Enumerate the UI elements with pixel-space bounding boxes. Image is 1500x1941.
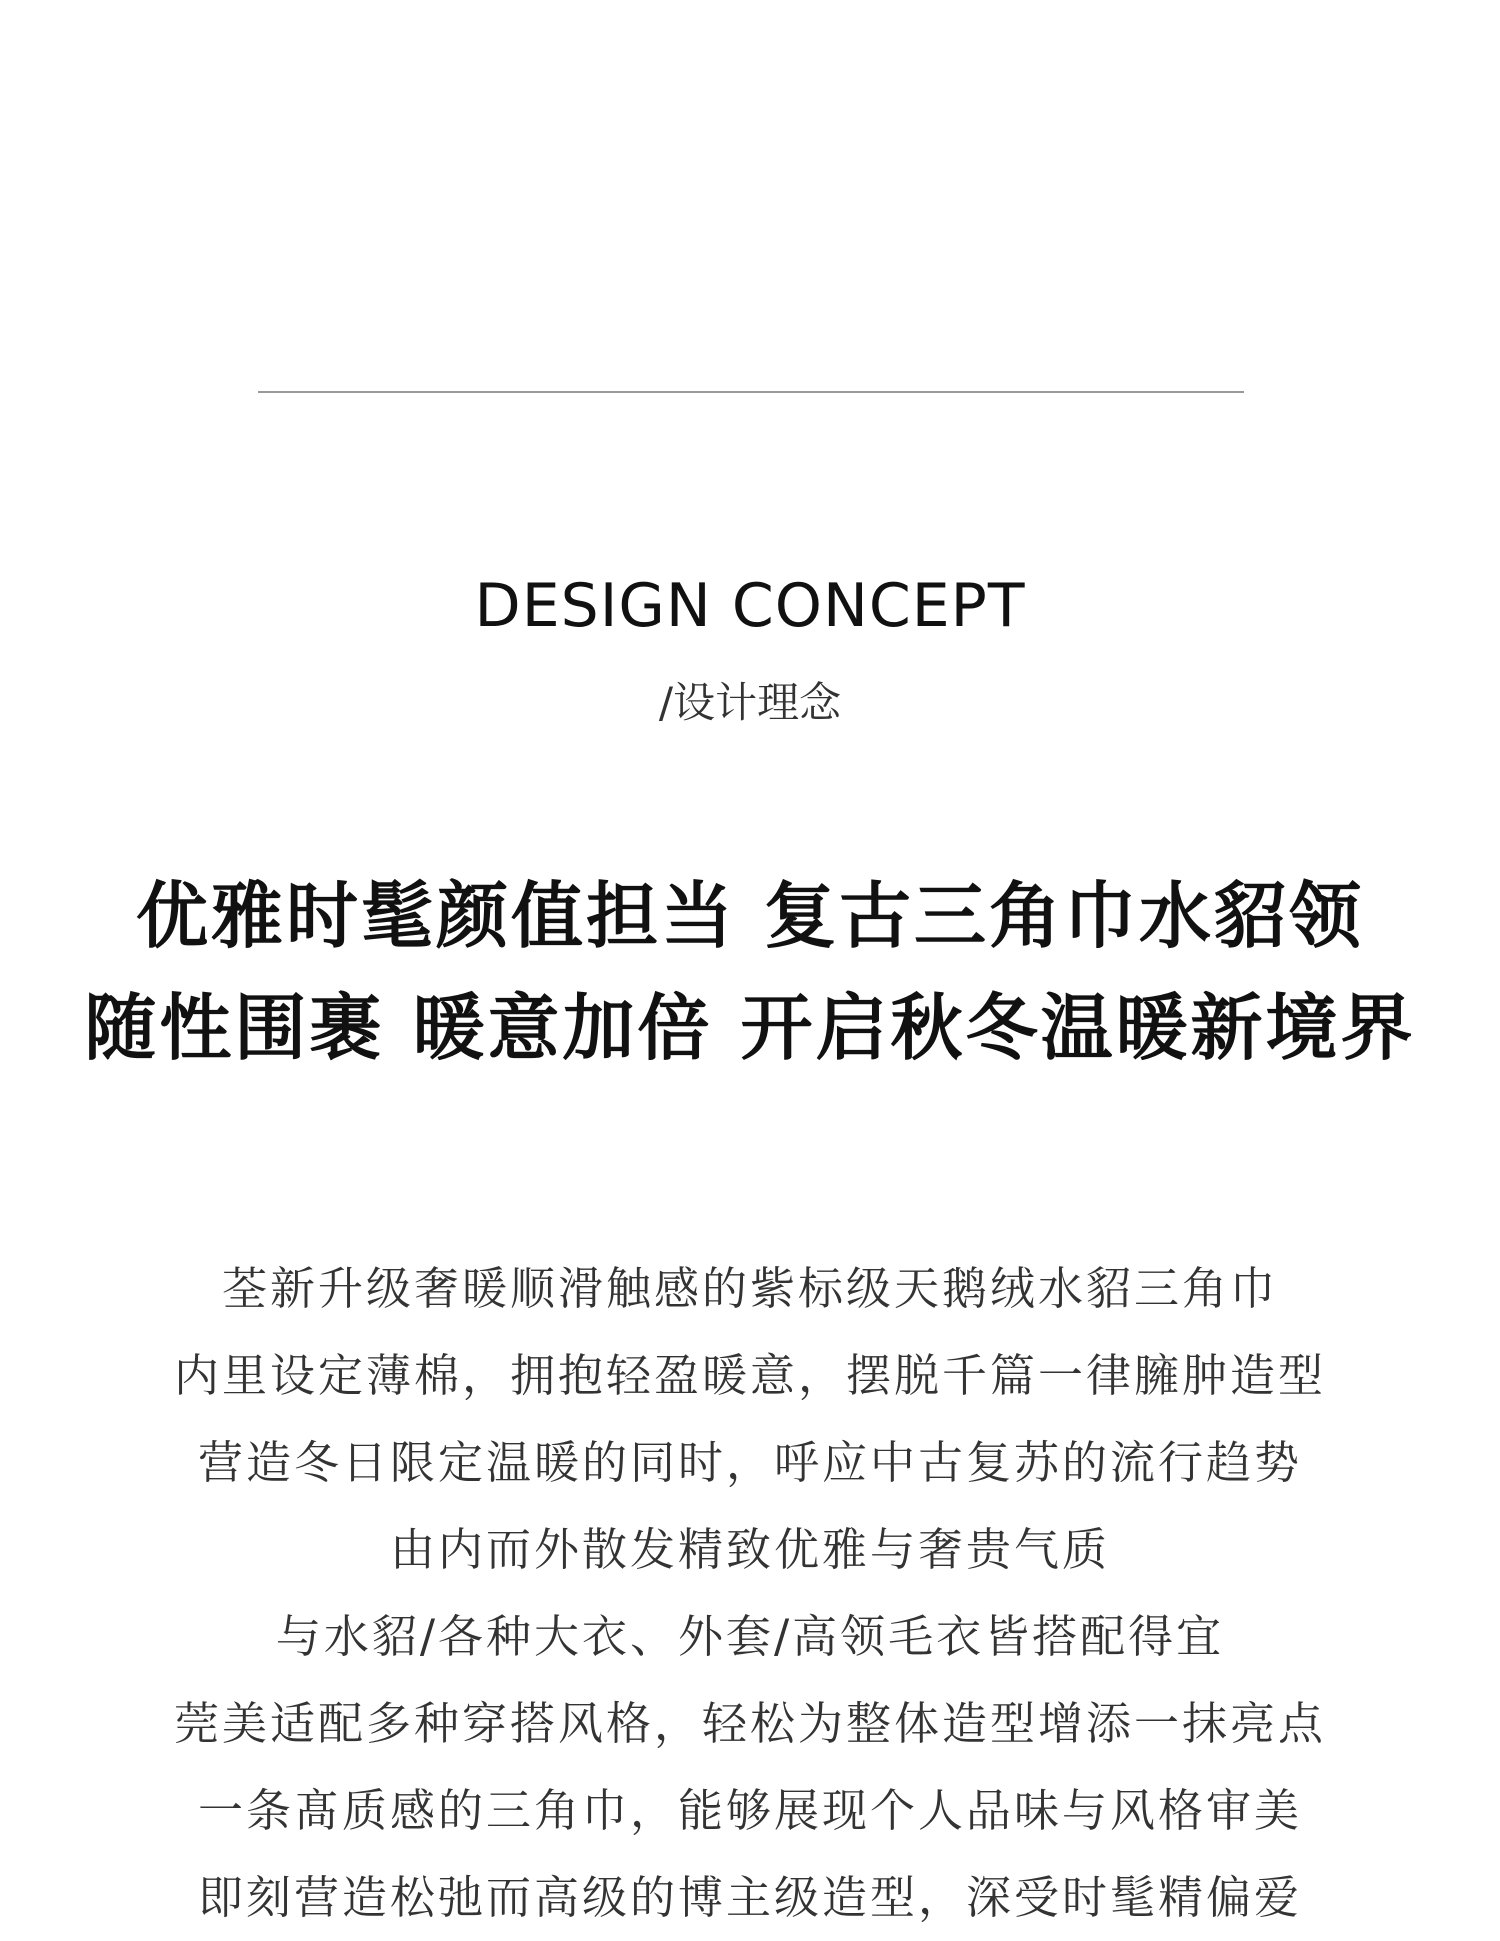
headline-line: 优雅时髦颜值担当 复古三角巾水貂领 [135, 874, 1365, 958]
headline [0, 860, 1500, 1084]
section-title: DESIGN CONCEPT [474, 571, 1026, 641]
description-line: 莞美适配多种穿搭风格，轻松为整体造型增添一抹亮点 [173, 1697, 1326, 1750]
section-divider [258, 391, 1244, 393]
description-line: 由内而外散发精致优雅与奢贵气质 [389, 1523, 1110, 1576]
section-subtitle: /设计理念 [658, 678, 842, 727]
description-line: 即刻营造松弛而高级的博主级造型，深受时髦精偏爱 [197, 1871, 1302, 1924]
description-line: 一条髙质感的三角巾，能够展现个人品味与风格审美 [197, 1784, 1302, 1837]
description-line: 与水貂/各种大衣、外套/高领毛衣皆搭配得宜 [275, 1610, 1225, 1663]
description-text [0, 1245, 1500, 1941]
headline-line: 随性围裹 暖意加倍 开启秋冬温暖新境界 [84, 986, 1416, 1070]
description-line: 荃新升级奢暖顺滑触感的紫标级天鹅绒水貂三角巾 [221, 1262, 1278, 1315]
description-line: 内里设定薄棉，拥抱轻盈暖意，摆脱千篇一律臃肿造型 [173, 1349, 1326, 1402]
description-line: 营造冬日限定温暖的同时，呼应中古复苏的流行趋势 [197, 1436, 1302, 1489]
